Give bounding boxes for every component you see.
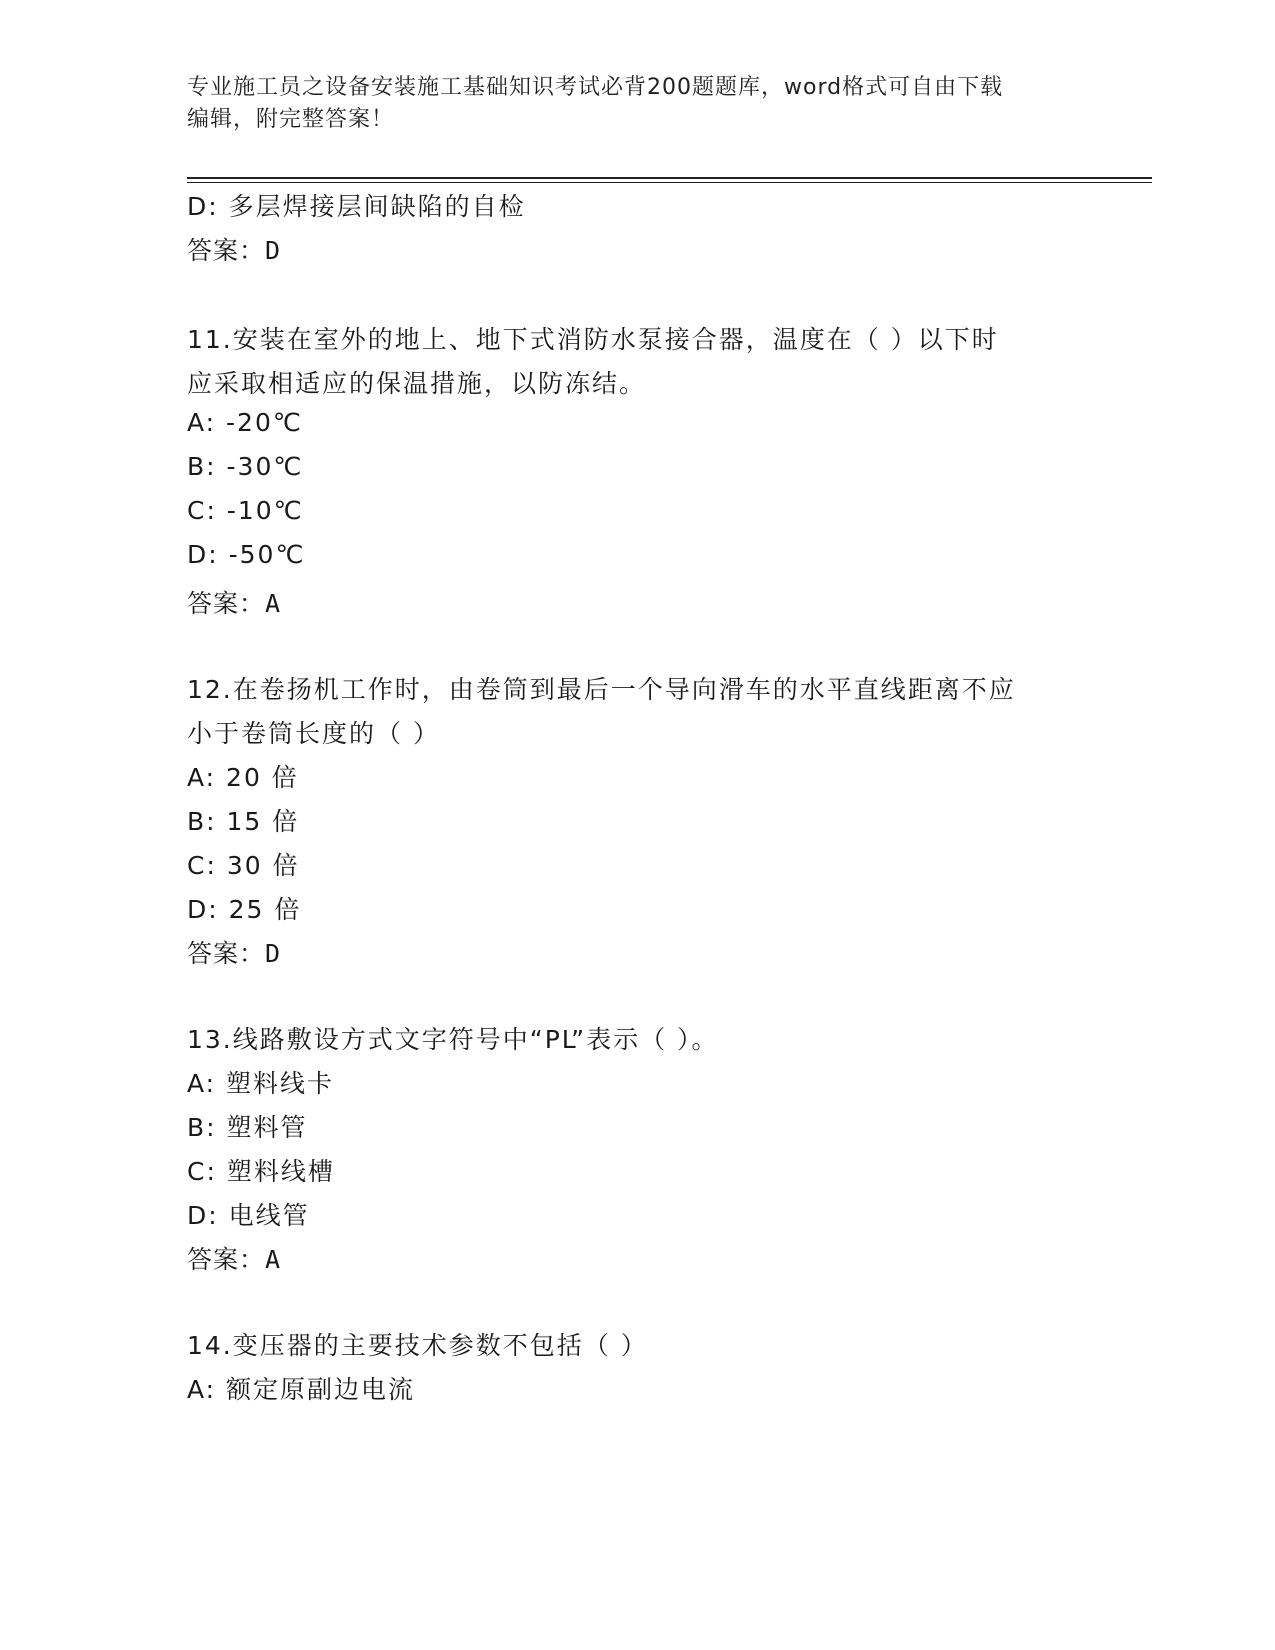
q11-option-a: A: -20℃ [187, 408, 303, 437]
q12-option-d: D: 25 倍 [187, 895, 302, 924]
q12-stem-line-1: 12.在卷扬机工作时，由卷筒到最后一个导向滑车的水平直线距离不应 [187, 675, 1016, 704]
prev-answer: 答案：D [187, 236, 282, 265]
header-divider-thin [187, 182, 1152, 183]
q13-option-a: A: 塑料线卡 [187, 1069, 335, 1098]
q13-stem-line-1: 13.线路敷设方式文字符号中“PL”表示（ ）。 [187, 1025, 719, 1054]
q11-option-c: C: -10℃ [187, 496, 304, 525]
q11-stem-line-1: 11.安装在室外的地上、地下式消防水泵接合器，温度在（ ）以下时 [187, 325, 999, 354]
document-header [187, 72, 1067, 136]
q13-option-c: C: 塑料线槽 [187, 1157, 335, 1186]
q11-stem-line-2: 应采取相适应的保温措施，以防冻结。 [187, 369, 647, 398]
q11-option-b: B: -30℃ [187, 452, 304, 481]
q13-answer: 答案：A [187, 1245, 282, 1274]
q12-option-b: B: 15 倍 [187, 807, 300, 836]
header-divider-thick [187, 177, 1152, 179]
q13-option-d: D: 电线管 [187, 1201, 310, 1230]
q11-option-d: D: -50℃ [187, 540, 306, 569]
header-line-1: 专业施工员之设备安装施工基础知识考试必背200题题库，word格式可自由下载 [187, 75, 1004, 100]
q12-option-c: C: 30 倍 [187, 851, 300, 880]
q12-option-a: A: 20 倍 [187, 763, 299, 792]
q12-stem-line-2: 小于卷筒长度的（ ） [187, 719, 440, 748]
q13-option-b: B: 塑料管 [187, 1113, 308, 1142]
q12-answer: 答案：D [187, 939, 282, 968]
prev-option-d: D: 多层焊接层间缺陷的自检 [187, 192, 526, 221]
q14-option-a: A: 额定原副边电流 [187, 1375, 416, 1404]
q14-stem-line-1: 14.变压器的主要技术参数不包括（ ） [187, 1331, 648, 1360]
q11-answer: 答案：A [187, 589, 282, 618]
header-line-2: 编辑，附完整答案！ [187, 107, 395, 132]
